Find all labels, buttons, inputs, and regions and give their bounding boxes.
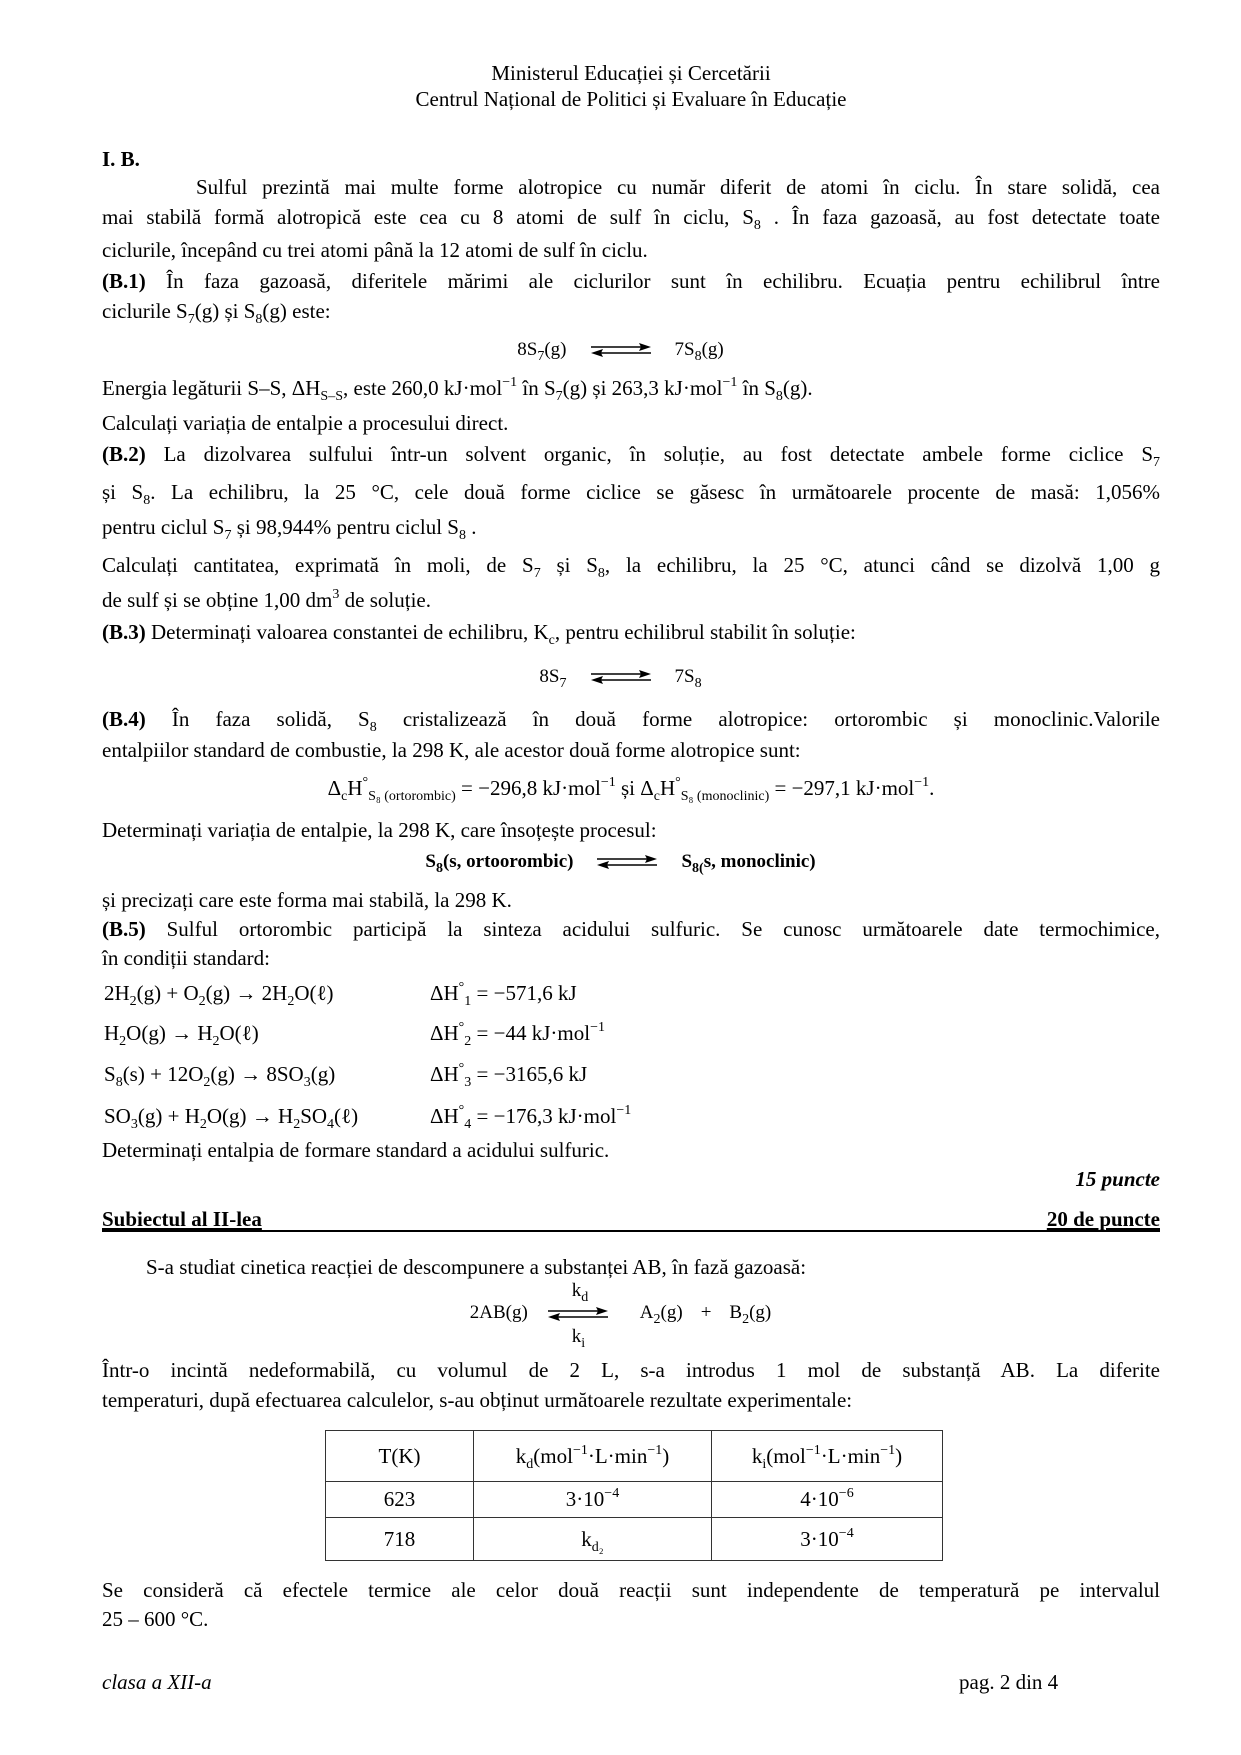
text-segment: în S [517,376,556,400]
text-segment: ) [895,1443,903,1468]
text-segment: s, monoclinic) [703,851,816,872]
bold-label: (B.2) [102,442,146,466]
subscript: d [581,1290,589,1305]
text-segment: (s) + 12O [122,1062,204,1086]
b5-points: 15 puncte [1075,1167,1160,1191]
eq-left [425,850,573,874]
text-segment: (g) și 263,3 kJ·mol [562,376,723,400]
text-segment: SO [300,1104,328,1128]
equilibrium-arrow-icon [589,669,653,685]
b4-enthalpies [102,775,1160,804]
section-title: I. B. [102,147,140,171]
text-segment: 7S [674,666,695,687]
thermo-reaction [104,1062,336,1090]
header-ministry: Ministerul Educației și Cercetării [491,61,771,85]
text-segment: ciclurile, începând cu trei atomi până la 12 atomi de sulf în ciclu. [102,238,648,262]
text-segment: . La echilibru, la 25 °C, cele două forme ciclice se găsesc în următoarele procente de masă: 1,056% [150,480,1161,504]
superscript: −1 [616,1103,632,1118]
text-segment: și S [102,480,144,504]
table-cell [712,1482,943,1518]
subscript: 7 [224,528,232,543]
b5-task [102,1138,1160,1162]
text-segment: 718 [383,1526,416,1551]
text-segment: . [929,776,935,800]
text-segment: (s, ortoorombic) [442,851,574,872]
text-segment: ΔH [430,981,459,1005]
subscript: 8 [115,1075,123,1090]
b1-line [102,299,1160,327]
text-segment: (g) → 8SO [210,1062,304,1086]
text-segment: 8S [539,666,560,687]
thermo-reaction [104,981,334,1009]
thermo-enthalpy [430,1103,632,1132]
b2-line [102,480,1161,508]
text-segment: = −3165,6 kJ [471,1062,588,1086]
text-segment: = −176,3 kJ·mol [471,1104,617,1128]
b4-line [102,738,1160,762]
header-center: Centrul Național de Politici și Evaluare în Educație [415,87,847,111]
text-segment: A [639,1302,654,1323]
eq-right [675,665,702,689]
superscript: −4 [838,1525,854,1541]
b3-equation [0,665,1241,689]
text-segment: 3·10 [565,1487,605,1511]
subscript: c [653,789,660,804]
superscript: ° [362,775,369,790]
text-segment: 4·10 [800,1487,839,1511]
plus-sign: + [700,1302,712,1323]
table-cell [474,1482,712,1518]
text-segment: Energia legăturii S–S, ΔH [102,376,321,400]
text-segment: ·L·min [820,1443,881,1468]
superscript: −1 [590,1020,605,1035]
text-segment: entalpiilor standard de combustie, la 298 K, ale acestor două forme alotropice sunt: [102,738,801,762]
b1-energy [102,375,1160,404]
subscript: 7 [555,389,563,404]
superscript: −1 [572,1442,588,1458]
text-segment: Determinați variația de entalpie, la 298 K, care însoțește procesul: [102,818,657,842]
bold-label: (B.3) [102,620,146,644]
text-segment: 3·10 [800,1526,839,1551]
text-segment: 2AB(g) [469,1302,528,1323]
text-segment: = −44 kJ·mol [471,1021,591,1045]
superscript: −1 [880,1442,896,1458]
text-segment: Se consideră că efectele termice ale celor două reacții sunt independente de temperatură pe intervalul [102,1578,1160,1602]
subscript: 2 [129,994,137,1009]
text-segment: O(g) → H [206,1104,294,1128]
intro-line [102,238,1160,262]
text-segment: ΔH [430,1104,459,1128]
subject2-intro [146,1255,1204,1279]
equilibrium-arrow-icon [595,854,659,870]
text-segment: k [581,1526,592,1551]
superscript: −4 [604,1486,620,1501]
note-line [102,1578,1160,1602]
text-segment: 25 – 600 °C. [102,1607,209,1631]
b3-line [102,620,1160,648]
k-forward [572,1279,589,1303]
thermo-enthalpy [430,1061,588,1090]
subscript: 8 [369,720,377,735]
text-segment: = −297,1 kJ·mol [769,776,915,800]
text-segment: (g) [660,1302,683,1323]
subscript: 8 [255,312,263,327]
text-segment: 7S [674,339,695,360]
thermo-enthalpy [430,980,577,1009]
subscript: 2 [653,1312,661,1327]
k-reverse [572,1325,585,1349]
subscript: 3 [303,1075,311,1090]
text-segment: ΔH [430,1062,459,1086]
subscript: 4 [464,1117,472,1132]
text-segment: (g) și S [194,299,256,323]
text-segment: (g) este: [262,299,331,323]
superscript: ° [458,1061,465,1076]
text-segment: S [104,1062,116,1086]
text-segment: S [425,851,436,872]
b1-task [102,411,1160,435]
subscript: S–S [320,389,343,404]
subscript: 8 [694,349,702,364]
subscript: 7 [533,566,541,581]
thermo-enthalpy [430,1020,605,1049]
text-segment: Sulful ortorombic participă la sinteza acidului sulfuric. Se cunosc următoarele date termochimice, [145,917,1160,941]
product-1 [640,1301,683,1325]
text-segment: ΔH [430,1021,459,1045]
product-2 [729,1301,771,1325]
subscript: 8 [143,493,151,508]
text-segment: H [347,776,363,800]
superscript: −1 [722,375,738,390]
text-segment: . În faza gazoasă, au fost detectate toate [760,205,1160,229]
subject2-header [102,1208,1160,1232]
text-segment: cristalizează în două forme alotropice: ortorombic și monoclinic.Valorile [376,707,1160,731]
table-row [326,1518,943,1561]
b4-task [102,818,1160,842]
text-segment: O(ℓ) [219,1021,259,1045]
text-segment: de sulf și se obține 1,00 dm [102,588,333,612]
subscript: 3 [464,1075,472,1090]
intro-line [102,205,1160,233]
text-segment: 623 [383,1487,416,1511]
subscript: 2 [198,994,206,1009]
text-segment: în S [737,376,776,400]
thermo-reaction [104,1021,259,1049]
text-segment: = −571,6 kJ [471,981,577,1005]
text-segment: (g). [782,376,813,400]
text-segment: O(ℓ) [294,981,334,1005]
text-segment: și 98,944% pentru ciclul S [231,515,459,539]
text-segment: (g) + O [136,981,199,1005]
table-cell [326,1482,474,1518]
text-segment: Determinați entalpia de formare standard a acidului sulfuric. [102,1138,610,1162]
subscript: 1 [464,994,472,1009]
subscript: 8 [775,389,783,404]
footer-class: clasa a XII-a [102,1670,212,1694]
text-segment: ciclurile S [102,299,188,323]
text-segment: și Δ [615,776,654,800]
text-segment: (mol [766,1443,806,1468]
superscript: ° [675,775,681,790]
text-segment: ·L·min [587,1443,648,1468]
eq-right [681,850,815,874]
subject2-title: Subiectul al II-lea [102,1207,262,1231]
superscript: −1 [502,375,518,390]
text-segment: Δ [327,776,342,800]
subscript: 8 [694,676,702,691]
b5-line [102,917,1160,941]
subscript: i [581,1336,586,1351]
text-segment: 8S [517,339,538,360]
subscript: 8 [435,861,443,876]
superscript: ° [458,1103,465,1118]
subscript: 8( [692,861,704,876]
superscript: −1 [914,775,930,790]
text-segment: Determinați valoarea constantei de echilibru, K [145,620,549,644]
subscript: 2 [293,1117,301,1132]
b4-task2 [102,888,1160,912]
subscript: c [341,789,348,804]
text-segment: . [465,515,477,539]
subscript: 2 [119,1034,127,1049]
text-segment: = −296,8 kJ·mol [455,776,601,800]
text-segment: , la echilibru, la 25 °C, atunci când se dizolvă 1,00 g [604,553,1161,577]
subscript: 7 [537,349,545,364]
subscript: 2 [212,1034,220,1049]
text-segment: În faza solidă, S [145,707,370,731]
table-cell [712,1518,943,1561]
text-segment: (g) [701,339,724,360]
eq-left [517,338,566,362]
subscript: i [762,1456,767,1472]
bold-label: (B.5) [102,917,146,941]
text-segment: pentru ciclul S [102,515,225,539]
subject2-line [102,1358,1160,1382]
b4-line [102,707,1160,735]
text-segment: și S [540,553,598,577]
kinetics-equation [0,1280,1241,1351]
table-cell [474,1518,712,1561]
text-segment: k [751,1443,763,1468]
eq-right [675,338,724,362]
subscript: 8 [597,566,605,581]
text-segment: ) [662,1443,670,1468]
subscript: 7 [1153,455,1160,470]
text-segment: (g) + H [137,1104,200,1128]
footer-page-number: pag. 2 din 4 [959,1670,1059,1694]
header-cell [712,1431,943,1482]
text-segment: O(g) → H [126,1021,213,1045]
subject2-points: 20 de puncte [1046,1207,1160,1231]
b1-equation [0,338,1241,362]
text-segment: , pentru echilibrul stabilit în soluție: [554,620,856,644]
table-cell [326,1518,474,1561]
subscript: 4 [327,1117,335,1132]
kinetics-table [325,1430,943,1561]
text-segment: H [104,1021,120,1045]
text-segment: mai stabilă formă alotropică este cea cu 8 atomi de sulf în ciclu, S [102,205,754,229]
b2-line [102,515,1160,543]
text-segment: S [681,851,693,872]
table-row [326,1482,943,1518]
subscript: 8 [458,528,466,543]
subscript: 2 [199,1117,207,1132]
superscript: 3 [332,587,340,602]
subscript: c [548,633,555,648]
text-segment: T(K) [378,1443,421,1468]
equilibrium-arrow-icon [589,342,653,358]
subscript: 2 [464,1034,472,1049]
eq-left [539,665,566,689]
subscript: 7 [559,676,567,691]
subscript: d₂ [591,1539,604,1555]
subscript: 7 [187,312,195,327]
bold-label: (B.1) [102,269,146,293]
b2-line [102,442,1160,470]
note-line [102,1607,1160,1631]
text-segment: Într-o incintă nedeformabilă, cu volumul de 2 L, s-a introdus 1 mol de substanță AB. La diferite [102,1358,1160,1382]
text-segment: și precizați care este forma mai stabilă, la 298 K. [102,888,512,912]
text-segment: SO [104,1104,131,1128]
text-segment: Calculați variația de entalpie a procesului direct. [102,411,509,435]
text-segment: k [571,1326,582,1347]
equilibrium-arrow-icon [546,1306,610,1322]
text-segment: (g) [310,1062,336,1086]
thermo-reaction [104,1104,359,1132]
b1-line [102,269,1160,293]
text-segment: temperaturi, după efectuarea calculelor, s-au obținut următoarele rezultate experimentale: [102,1388,853,1412]
b4-equation [0,850,1241,874]
superscript: −6 [838,1486,854,1501]
b5-line [102,946,1160,970]
text-segment: Sulful prezintă mai multe forme alotropice cu număr diferit de atomi în ciclu. În stare solidă, cea [196,175,1160,199]
subscript: S₈ (monoclinic) [680,789,770,804]
subscript: 2 [742,1312,750,1327]
subscript: 3 [130,1117,138,1132]
text-segment: La dizolvarea sulfului într-un solvent organic, în soluție, au fost detectate ambele forme ciclice S [145,442,1153,466]
superscript: −1 [647,1442,663,1458]
text-segment: (g) [544,339,567,360]
header-cell [326,1431,474,1482]
b2-line [102,588,1160,612]
header-cell [474,1431,712,1482]
superscript: −1 [600,775,616,790]
text-segment: (mol [533,1443,573,1468]
b2-line [102,553,1161,581]
text-segment: (g) → 2H [205,981,288,1005]
table-header-row [326,1431,943,1482]
equilibrium-arrow [546,1280,610,1351]
bold-label: (B.4) [102,707,146,731]
subscript: d [526,1456,534,1472]
text-segment: în condiții standard: [102,946,270,970]
text-segment: de soluție. [339,588,431,612]
text-segment: H [659,776,676,800]
superscript: ° [458,1020,465,1035]
text-segment: S-a studiat cinetica reacției de descompunere a substanței AB, în fază gazoasă: [146,1255,807,1279]
subscript: 2 [287,994,295,1009]
text-segment: (ℓ) [334,1104,359,1128]
subscript: 2 [203,1075,211,1090]
subscript: 8 [753,218,761,233]
text-segment: 2H [104,981,130,1005]
text-segment: Calculați cantitatea, exprimată în moli, de S [102,553,534,577]
superscript: −1 [805,1442,821,1458]
text-segment: (g) [749,1302,772,1323]
subject2-line [102,1388,1160,1412]
reactant [470,1301,528,1325]
subscript: S₈ (ortorombic) [368,789,456,804]
text-segment: k [571,1280,582,1301]
text-segment: k [515,1443,527,1468]
text-segment: În faza gazoasă, diferitele mărimi ale ciclurilor sunt în echilibru. Ecuația pentru echilibrul între [145,269,1160,293]
intro-line [196,175,1160,199]
text-segment: B [729,1302,743,1323]
text-segment: , este 260,0 kJ·mol [343,376,503,400]
superscript: ° [458,980,465,995]
